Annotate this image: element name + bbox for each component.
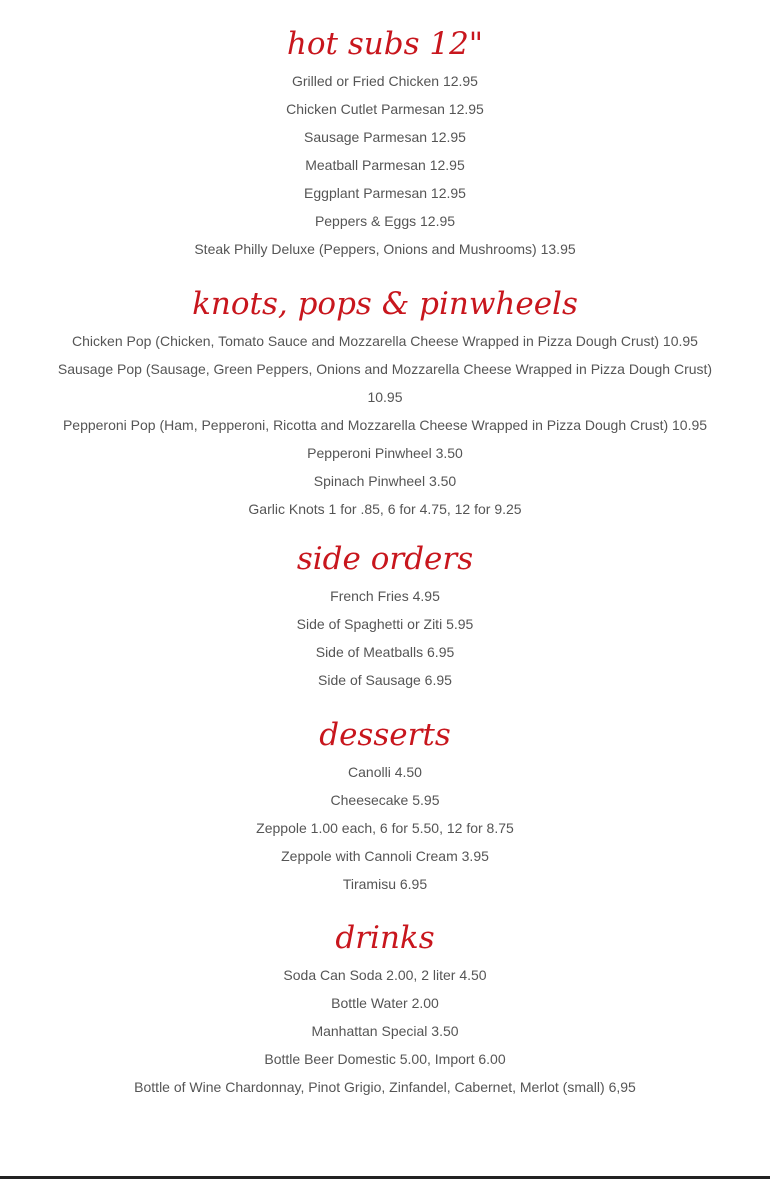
menu-item: Side of Spaghetti or Ziti 5.95 — [296, 616, 474, 632]
item-list — [50, 67, 720, 263]
section-title: drinks — [335, 920, 435, 956]
menu-item: Side of Sausage 6.95 — [318, 672, 452, 688]
menu-item: Bottle Water 2.00 — [331, 995, 439, 1011]
menu-item: Steak Philly Deluxe (Peppers, Onions and Mushrooms) 13.95 — [194, 241, 576, 257]
menu-item: Sausage Parmesan 12.95 — [304, 129, 466, 145]
menu-item: Cheesecake 5.95 — [330, 792, 440, 808]
section-side-orders — [50, 540, 720, 694]
menu-item: Grilled or Fried Chicken 12.95 — [292, 73, 478, 89]
item-list — [50, 582, 720, 694]
menu-item: Tiramisu 6.95 — [342, 876, 428, 892]
menu-item: Zeppole 1.00 each, 6 for 5.50, 12 for 8.75 — [256, 820, 514, 836]
menu-item: Pepperoni Pop (Ham, Pepperoni, Ricotta and Mozzarella Cheese Wrapped in Pizza Dough Crust) 10.95 — [62, 417, 708, 433]
section-drinks — [50, 919, 720, 1101]
menu-item: Spinach Pinwheel 3.50 — [313, 473, 457, 489]
menu-item: Bottle of Wine Chardonnay, Pinot Grigio, Zinfandel, Cabernet, Merlot (small) 6,95 — [134, 1079, 636, 1095]
menu-item: Meatball Parmesan 12.95 — [305, 157, 465, 173]
section-knots-pops-pinwheels — [50, 285, 720, 523]
menu-item: Manhattan Special 3.50 — [311, 1023, 459, 1039]
menu-item: Garlic Knots 1 for .85, 6 for 4.75, 12 for 9.25 — [248, 501, 522, 517]
item-list — [50, 758, 720, 898]
item-list — [50, 327, 720, 523]
menu-item: Peppers & Eggs 12.95 — [314, 213, 456, 229]
menu-item: Zeppole with Cannoli Cream 3.95 — [281, 848, 489, 864]
section-desserts — [50, 716, 720, 898]
section-title: hot subs 12" — [286, 26, 484, 62]
section-title: knots, pops & pinwheels — [192, 286, 578, 322]
menu-item: French Fries 4.95 — [330, 588, 440, 604]
menu-item: Pepperoni Pinwheel 3.50 — [307, 445, 463, 461]
section-title: side orders — [296, 541, 474, 577]
menu-item: Side of Meatballs 6.95 — [315, 644, 455, 660]
menu-item: Sausage Pop (Sausage, Green Peppers, Onions and Mozzarella Cheese Wrapped in Pizza Dough Crust) 10.95 — [57, 361, 713, 405]
menu-item: Eggplant Parmesan 12.95 — [304, 185, 466, 201]
section-hot-subs — [50, 25, 720, 263]
menu-item: Bottle Beer Domestic 5.00, Import 6.00 — [264, 1051, 506, 1067]
section-title: desserts — [319, 717, 451, 753]
menu-item: Canolli 4.50 — [348, 764, 422, 780]
menu-item: Chicken Cutlet Parmesan 12.95 — [286, 101, 484, 117]
menu-item: Chicken Pop (Chicken, Tomato Sauce and Mozzarella Cheese Wrapped in Pizza Dough Crust) 10.95 — [72, 333, 698, 349]
item-list — [50, 961, 720, 1101]
menu-item: Soda Can Soda 2.00, 2 liter 4.50 — [283, 967, 487, 983]
